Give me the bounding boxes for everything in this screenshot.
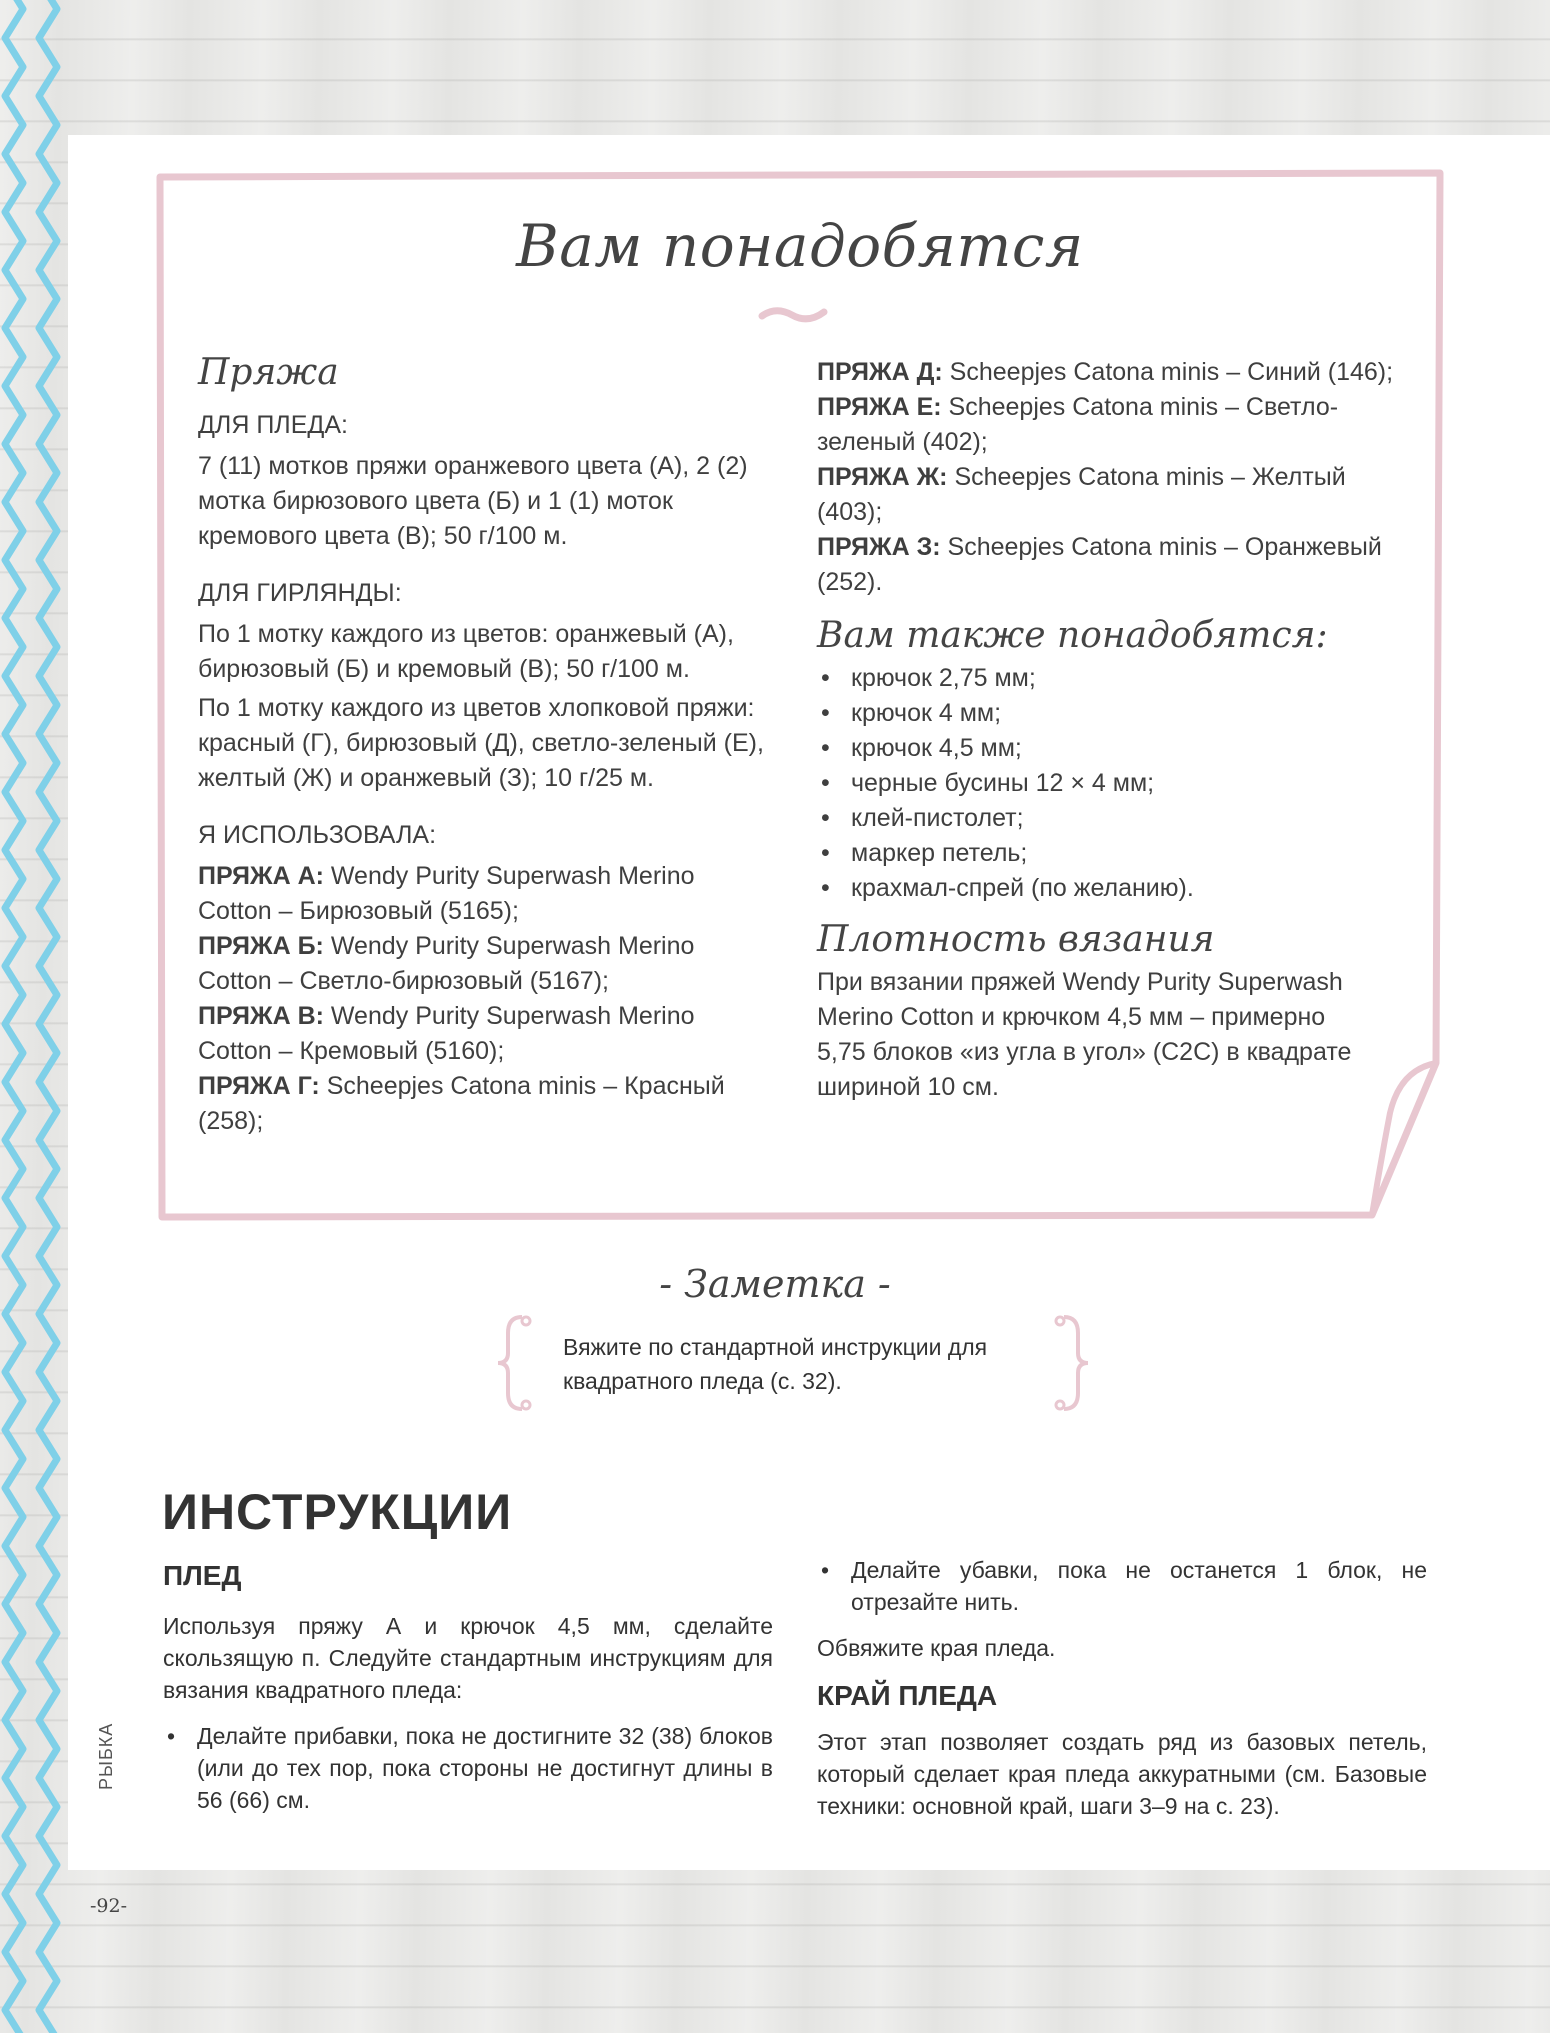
edge-text: Этот этап позволяет создать ряд из базовых петель, который сделает края пледа аккуратными (см. Базовые техники: основной край, шаги 3–9 на с. 23). xyxy=(817,1729,1427,1819)
garland-text-2: По 1 мотку каждого из цветов хлопковой пряжи: красный (Г), бирюзовый (Д), светло-зеленый (Е), желтый (Ж) и оранжевый (З); 10 г/25 м. xyxy=(198,694,764,792)
step-text: Делайте убавки, пока не останется 1 блок, не отрезайте нить. xyxy=(851,1557,1427,1615)
gauge-heading: Плотность вязания xyxy=(817,919,1215,960)
list-item xyxy=(163,1720,773,1816)
yarn-list-right xyxy=(817,355,1402,600)
note-text: Вяжите по стандартной инструкции для квадратного пледа (с. 32). xyxy=(563,1334,988,1394)
yarn-label: ПРЯЖА А: xyxy=(198,862,324,890)
yarn-entry xyxy=(817,460,1402,530)
yarn-desc: Scheepjes Catona minis – Светло-зеленый (402); xyxy=(817,393,1339,456)
yarn-label: ПРЯЖА З: xyxy=(817,533,941,561)
list-item: • маркер петель; xyxy=(817,836,1402,871)
yarn-desc: Wendy Purity Superwash Merino Cotton – Бирюзовый (5165); xyxy=(198,862,695,925)
yarn-desc: Scheepjes Catona minis – Синий (146); xyxy=(942,358,1394,386)
yarn-label: ПРЯЖА В: xyxy=(198,1002,324,1030)
yarn-list-left xyxy=(198,859,773,1139)
side-label: РЫБКА xyxy=(96,1722,116,1790)
yarn-entry xyxy=(817,390,1402,460)
page-number: -92- xyxy=(90,1895,128,1917)
yarn-label: ПРЯЖА Г: xyxy=(198,1072,320,1100)
yarn-entry xyxy=(198,859,773,929)
yarn-label: ПРЯЖА Д: xyxy=(817,358,943,386)
yarn-desc: Scheepjes Catona minis – Оранжевый (252). xyxy=(817,533,1382,596)
list-item: • крахмал-спрей (по желанию). xyxy=(817,871,1402,906)
step-text: Делайте прибавки, пока не достигните 32 (38) блоков (или до тех пор, пока стороны не достигнут длины в 56 (66) см. xyxy=(197,1723,773,1813)
blanket-text: 7 (11) мотков пряжи оранжевого цвета (А), 2 (2) мотка бирюзового цвета (Б) и 1 (1) моток кремового цвета (В); 50 г/100 м. xyxy=(198,452,748,550)
list-item: • крючок 2,75 мм; xyxy=(817,661,1402,696)
edge-heading: КРАЙ ПЛЕДА xyxy=(817,1680,998,1711)
list-item xyxy=(817,1554,1427,1618)
instructions-right-column xyxy=(817,1554,1427,1822)
zigzag-line xyxy=(5,0,23,2033)
yarn-heading: Пряжа xyxy=(198,352,339,393)
card-right-column xyxy=(817,355,1402,1105)
yarn-desc: Wendy Purity Superwash Merino Cotton – Светло-бирюзовый (5167); xyxy=(198,932,695,995)
zigzag-line xyxy=(39,0,57,2033)
title-swash xyxy=(758,304,828,326)
edge-tie-text: Обвяжите края пледа. xyxy=(817,1635,1056,1661)
used-caption: Я ИСПОЛЬЗОВАЛА: xyxy=(198,821,437,849)
list-item: • крючок 4 мм; xyxy=(817,696,1402,731)
card-left-column xyxy=(198,352,773,1139)
yarn-entry xyxy=(817,530,1402,600)
plaid-steps xyxy=(163,1720,773,1816)
instructions-heading: ИНСТРУКЦИИ xyxy=(162,1484,513,1540)
list-item: • крючок 4,5 мм; xyxy=(817,731,1402,766)
list-item: • черные бусины 12 × 4 мм; xyxy=(817,766,1402,801)
gauge-text: При вязании пряжей Wendy Purity Superwash Merino Cotton и крючком 4,5 мм – примерно 5,75 блоков «из угла в угол» (C2C) в квадрате шириной 10 см. xyxy=(817,968,1352,1101)
yarn-desc: Scheepjes Catona minis – Желтый (403); xyxy=(817,463,1346,526)
yarn-entry xyxy=(198,999,773,1069)
instructions-left-column xyxy=(163,1560,773,1816)
also-heading: Вам также понадобятся: xyxy=(817,615,1328,656)
yarn-entry xyxy=(198,929,773,999)
yarn-entry xyxy=(817,355,1402,390)
garland-text-1: По 1 мотку каждого из цветов: оранжевый (А), бирюзовый (Б) и кремовый (В); 50 г/100 м. xyxy=(198,620,734,683)
list-item: • клей-пистолет; xyxy=(817,801,1402,836)
also-list xyxy=(817,661,1402,906)
yarn-desc: Wendy Purity Superwash Merino Cotton – Кремовый (5160); xyxy=(198,1002,695,1065)
yarn-label: ПРЯЖА Ж: xyxy=(817,463,948,491)
left-bracket-ornament xyxy=(492,1313,540,1413)
yarn-label: ПРЯЖА Б: xyxy=(198,932,324,960)
yarn-entry xyxy=(198,1069,773,1139)
note-title: - Заметка - xyxy=(659,1262,891,1306)
card-title: Вам понадобятся xyxy=(516,212,1084,280)
plaid-steps-cont xyxy=(817,1554,1427,1618)
blanket-caption: ДЛЯ ПЛЕДА: xyxy=(198,411,348,439)
garland-caption: ДЛЯ ГИРЛЯНДЫ: xyxy=(198,579,402,607)
plaid-heading: ПЛЕД xyxy=(163,1560,242,1591)
yarn-desc: Scheepjes Catona minis – Красный (258); xyxy=(198,1072,725,1135)
yarn-label: ПРЯЖА Е: xyxy=(817,393,942,421)
plaid-text: Используя пряжу А и крючок 4,5 мм, сделайте скользящую п. Следуйте стандартным инструкциям для вязания квадратного пледа: xyxy=(163,1613,773,1703)
